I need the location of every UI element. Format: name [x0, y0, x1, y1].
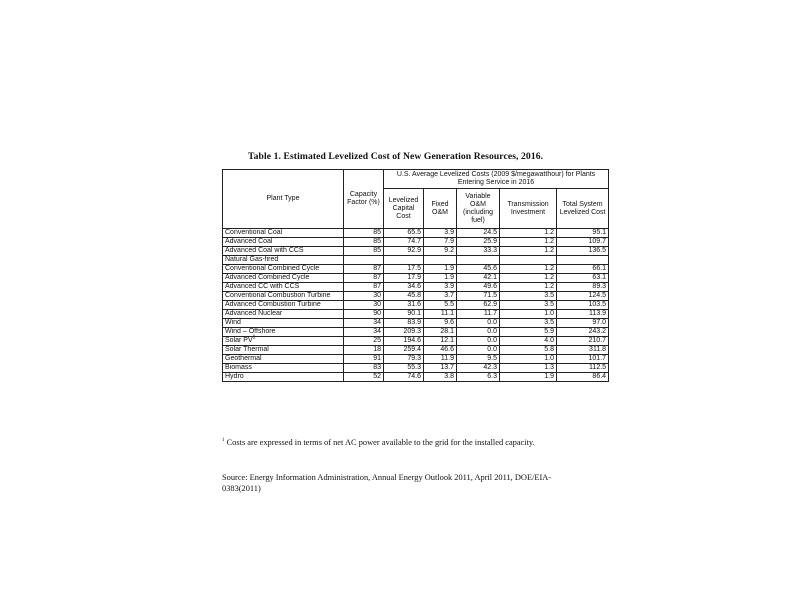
fixed-om-cell: 3.7: [424, 292, 457, 301]
plant-type-label: Geothermal: [225, 355, 262, 362]
transmission-cell: 3.5: [500, 319, 557, 328]
variable-om-cell: 0.0: [457, 328, 500, 337]
capacity-factor-cell: 18: [344, 346, 384, 355]
total-cost-cell: 66.1: [557, 265, 609, 274]
table-body: [223, 229, 609, 382]
transmission-cell: 3.5: [500, 292, 557, 301]
capital-cost-cell: 79.3: [384, 355, 424, 364]
total-cost-cell: [557, 256, 609, 265]
capacity-factor-cell: 30: [344, 301, 384, 310]
table-row: [223, 292, 609, 301]
capacity-factor-cell: 87: [344, 265, 384, 274]
table-row: [223, 229, 609, 238]
variable-om-cell: 33.3: [457, 247, 500, 256]
capacity-factor-cell: 34: [344, 319, 384, 328]
variable-om-cell: 6.3: [457, 373, 500, 382]
variable-om-cell: 49.6: [457, 283, 500, 292]
capacity-factor-cell: 85: [344, 229, 384, 238]
fixed-om-cell: 9.6: [424, 319, 457, 328]
plant-type-cell: [223, 373, 344, 382]
variable-om-cell: 9.5: [457, 355, 500, 364]
fixed-om-cell: 3.9: [424, 283, 457, 292]
transmission-cell: 1.2: [500, 238, 557, 247]
transmission-cell: 1.2: [500, 274, 557, 283]
header-fixed-om: Fixed O&M: [424, 189, 457, 229]
transmission-cell: [500, 256, 557, 265]
plant-type-label: Wind: [225, 319, 241, 326]
header-capacity-factor: Capacity Factor (%): [344, 170, 384, 229]
plant-type-label: Conventional Combustion Turbine: [225, 292, 331, 299]
fixed-om-cell: [424, 256, 457, 265]
plant-type-cell: [223, 328, 344, 337]
source-citation: Source: Energy Information Administration, Annual Energy Outlook 2011, April 2011, DOE/EIA-0383(2011): [222, 473, 552, 493]
capital-cost-cell: 83.9: [384, 319, 424, 328]
plant-type-label: Advanced Combustion Turbine: [225, 301, 321, 308]
transmission-cell: 3.5: [500, 301, 557, 310]
plant-type-label: Advanced CC with CCS: [225, 283, 300, 290]
table-row: [223, 328, 609, 337]
capital-cost-cell: 259.4: [384, 346, 424, 355]
plant-type-label: Advanced Combined Cycle: [225, 274, 310, 281]
table-row: [223, 364, 609, 373]
fixed-om-cell: 13.7: [424, 364, 457, 373]
transmission-cell: 1.2: [500, 265, 557, 274]
header-plant-type: Plant Type: [223, 170, 344, 229]
total-cost-cell: 63.1: [557, 274, 609, 283]
total-cost-cell: 210.7: [557, 337, 609, 346]
table-row: [223, 355, 609, 364]
fixed-om-cell: 9.2: [424, 247, 457, 256]
variable-om-cell: 71.5: [457, 292, 500, 301]
variable-om-cell: [457, 256, 500, 265]
table-row: [223, 283, 609, 292]
capital-cost-cell: 194.6: [384, 337, 424, 346]
table-title: Table 1. Estimated Levelized Cost of New Generation Resources, 2016.: [248, 151, 544, 162]
capital-cost-cell: 74.7: [384, 238, 424, 247]
header-levelized-capital: Levelized Capital Cost: [384, 189, 424, 229]
plant-type-label: Conventional Combined Cycle: [225, 265, 320, 272]
transmission-cell: 1.0: [500, 310, 557, 319]
table-row: [223, 319, 609, 328]
capital-cost-cell: 90.1: [384, 310, 424, 319]
plant-type-label: Advanced Coal with CCS: [225, 247, 304, 254]
total-cost-cell: 109.7: [557, 238, 609, 247]
plant-type-cell: [223, 247, 344, 256]
transmission-cell: 1.2: [500, 229, 557, 238]
variable-om-cell: 42.1: [457, 274, 500, 283]
plant-type-label: Advanced Coal: [225, 238, 273, 245]
transmission-cell: 5.8: [500, 346, 557, 355]
plant-type-label: Solar PV: [225, 337, 253, 344]
capital-cost-cell: 17.9: [384, 274, 424, 283]
fixed-om-cell: 1.9: [424, 274, 457, 283]
plant-type-cell: [223, 265, 344, 274]
table-row: [223, 274, 609, 283]
plant-type-cell: [223, 355, 344, 364]
variable-om-cell: 42.3: [457, 364, 500, 373]
transmission-cell: 4.0: [500, 337, 557, 346]
plant-type-cell: [223, 274, 344, 283]
variable-om-cell: 0.0: [457, 337, 500, 346]
transmission-cell: 5.9: [500, 328, 557, 337]
fixed-om-cell: 46.6: [424, 346, 457, 355]
total-cost-cell: 97.0: [557, 319, 609, 328]
capital-cost-cell: 17.5: [384, 265, 424, 274]
total-cost-cell: 86.4: [557, 373, 609, 382]
plant-type-cell: [223, 238, 344, 247]
capacity-factor-cell: 25: [344, 337, 384, 346]
footnote-marker: 1: [222, 438, 225, 444]
plant-type-cell: [223, 229, 344, 238]
transmission-cell: 1.2: [500, 247, 557, 256]
plant-type-cell: [223, 310, 344, 319]
table-row: [223, 301, 609, 310]
total-cost-cell: 103.5: [557, 301, 609, 310]
capacity-factor-cell: 34: [344, 328, 384, 337]
table-row: [223, 265, 609, 274]
plant-type-label: Hydro: [225, 373, 244, 380]
header-row-top: [223, 170, 609, 189]
variable-om-cell: 24.5: [457, 229, 500, 238]
fixed-om-cell: 1.9: [424, 265, 457, 274]
table-row: [223, 238, 609, 247]
plant-type-label: Wind – Offshore: [225, 328, 276, 335]
capital-cost-cell: [384, 256, 424, 265]
capital-cost-cell: 209.3: [384, 328, 424, 337]
footnote: [222, 438, 552, 449]
fixed-om-cell: 5.5: [424, 301, 457, 310]
total-cost-cell: 124.5: [557, 292, 609, 301]
total-cost-cell: 112.5: [557, 364, 609, 373]
total-cost-cell: 136.5: [557, 247, 609, 256]
transmission-cell: 1.0: [500, 355, 557, 364]
plant-type-label: Conventional Coal: [225, 229, 283, 236]
fixed-om-cell: 7.9: [424, 238, 457, 247]
fixed-om-cell: 3.9: [424, 229, 457, 238]
table-row: [223, 256, 609, 265]
plant-type-label: Advanced Nuclear: [225, 310, 283, 317]
fixed-om-cell: 11.9: [424, 355, 457, 364]
capacity-factor-cell: 90: [344, 310, 384, 319]
capacity-factor-cell: 85: [344, 247, 384, 256]
variable-om-cell: 62.9: [457, 301, 500, 310]
variable-om-cell: 0.0: [457, 346, 500, 355]
total-cost-cell: 243.2: [557, 328, 609, 337]
variable-om-cell: 25.9: [457, 238, 500, 247]
plant-type-cell: [223, 256, 344, 265]
plant-type-cell: [223, 319, 344, 328]
total-cost-cell: 113.9: [557, 310, 609, 319]
plant-type-cell: [223, 301, 344, 310]
variable-om-cell: 0.0: [457, 319, 500, 328]
capacity-factor-cell: [344, 256, 384, 265]
total-cost-cell: 101.7: [557, 355, 609, 364]
plant-type-label: Natural Gas-fired: [225, 256, 279, 263]
header-variable-om: Variable O&M (including fuel): [457, 189, 500, 229]
table-row: [223, 310, 609, 319]
table-row: [223, 247, 609, 256]
fixed-om-cell: 12.1: [424, 337, 457, 346]
capital-cost-cell: 31.6: [384, 301, 424, 310]
capital-cost-cell: 34.6: [384, 283, 424, 292]
footnote-text: Costs are expressed in terms of net AC power available to the grid for the installed capacity.: [226, 438, 535, 447]
total-cost-cell: 311.8: [557, 346, 609, 355]
fixed-om-cell: 28.1: [424, 328, 457, 337]
total-cost-cell: 95.1: [557, 229, 609, 238]
capacity-factor-cell: 87: [344, 274, 384, 283]
table-row: [223, 373, 609, 382]
plant-type-label: Biomass: [225, 364, 252, 371]
capital-cost-cell: 55.3: [384, 364, 424, 373]
total-cost-cell: 89.3: [557, 283, 609, 292]
header-transmission: Transmission Investment: [500, 189, 557, 229]
capacity-factor-cell: 87: [344, 283, 384, 292]
fixed-om-cell: 3.8: [424, 373, 457, 382]
transmission-cell: 1.2: [500, 283, 557, 292]
capital-cost-cell: 92.9: [384, 247, 424, 256]
footnote-ref: 1: [252, 334, 256, 341]
capacity-factor-cell: 30: [344, 292, 384, 301]
table-row: [223, 346, 609, 355]
levelized-cost-table: [222, 169, 609, 382]
transmission-cell: 1.3: [500, 364, 557, 373]
transmission-cell: 1.9: [500, 373, 557, 382]
capital-cost-cell: 74.6: [384, 373, 424, 382]
plant-type-cell: [223, 334, 344, 346]
plant-type-cell: [223, 364, 344, 373]
capacity-factor-cell: 52: [344, 373, 384, 382]
plant-type-cell: [223, 292, 344, 301]
variable-om-cell: 11.7: [457, 310, 500, 319]
header-total-cost: Total System Levelized Cost: [557, 189, 609, 229]
capital-cost-cell: 65.5: [384, 229, 424, 238]
plant-type-label: Solar Thermal: [225, 346, 269, 353]
fixed-om-cell: 11.1: [424, 310, 457, 319]
capital-cost-cell: 45.8: [384, 292, 424, 301]
capacity-factor-cell: 85: [344, 238, 384, 247]
plant-type-cell: [223, 283, 344, 292]
header-cost-span: U.S. Average Levelized Costs (2009 $/megawatthour) for Plants Entering Service in 2016: [384, 170, 609, 189]
capacity-factor-cell: 83: [344, 364, 384, 373]
plant-type-cell: [223, 346, 344, 355]
variable-om-cell: 45.6: [457, 265, 500, 274]
table-row: [223, 337, 609, 346]
capacity-factor-cell: 91: [344, 355, 384, 364]
